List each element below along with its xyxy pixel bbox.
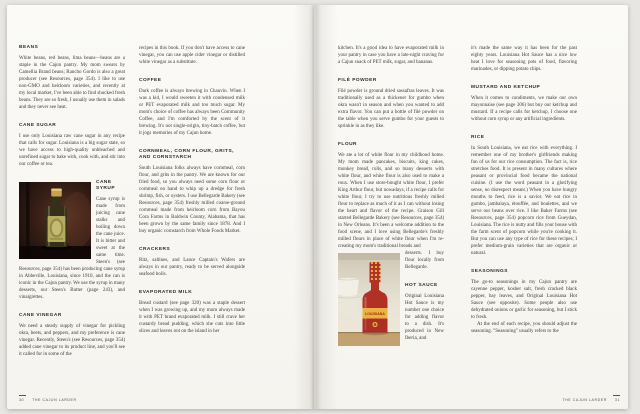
page-number: 31 <box>614 398 620 402</box>
body-paragraph: At the end of each recipe, you should adjust the seasoning. "Seasoning" usually refers to the <box>471 322 577 334</box>
label-oval-inner <box>52 221 62 235</box>
hot-sauce-photo <box>338 253 400 346</box>
left-page-column-1 <box>19 45 125 358</box>
body-paragraph: desserts. I buy flour locally from Bellegarde. <box>405 251 444 270</box>
section-heading: EVAPORATED MILK <box>139 290 193 295</box>
footer-right <box>562 395 620 403</box>
cane-syrup-photo <box>19 182 91 259</box>
body-paragraph: South Louisiana folks always have cornmeal, corn flour, and grits in the pantry. We are known for our fried food, so you always need some corn flour or cornmeal on hand to whip up a dredge for fresh shrimp, fish, or oysters. I use Bellegarde Bakery (see Resources, page 354) freshly milled coarse-ground cornmeal made from heirloom corn from Bayou Cora Farms in Baldwin County, Alabama, that has been grown by the same family since 1878. And I buy organic cornstarch from Whole Foods Market. <box>139 166 245 234</box>
page-number: 30 <box>19 398 25 402</box>
section-heading: CANE VINEGAR <box>19 313 62 318</box>
section-heading: HOT SAUCE <box>405 283 438 288</box>
body-paragraph: kitchen. It's a good idea to have evaporated milk in your pantry in case you have a late-night craving for a Cajun snack of PET milk, sugar, and bananas. <box>338 46 444 65</box>
section-heading: COFFEE <box>139 78 162 83</box>
section-heading: CANE SUGAR <box>19 123 57 128</box>
page-right <box>314 5 628 409</box>
footer-left <box>19 395 77 403</box>
footer-rule <box>19 395 26 396</box>
section-heading: BEANS <box>19 45 39 50</box>
section-heading: SEASONINGS <box>471 269 508 274</box>
body-paragraph: We ate a lot of white flour in my childhood home. My mom made pancakes, biscuits, king cakes, monkey bread, rolls, and so many desserts with white flour, and white flour is also used to make a roux. When I use store-bought white flour, I prefer King Arthur flour, but nowadays, if a recipe calls for white flour, I try to use nutritious freshly milled flour to replace as much of it as I can without losing the heart and flavor of the recipe. Graison Gill started Bellegarde Bakery (see Resources, page 354) in New Orleans. It's been a welcome addition to the food scene, and I love using Bellegarde's freshly milled flours in place of white flour when I'm re-creating my mom's traditional breads and <box>338 153 444 249</box>
stacked-bowl <box>338 278 359 296</box>
body-paragraph: Cane syrup is made from juicing cane stalks and boiling down the cane juice. It is bitter and sweet at the same time. Steen's (see Resources, page 354) has been producing cane syrup in Abbeville, Louisiana, since 1910, and the can is iconic in the Cajun pantry. We use the syrup in many desserts, our Steen's Butter (page 243), and vinaigrettes. <box>19 197 125 300</box>
section-heading: CORNMEAL, CORN FLOUR, GRITS, AND CORNSTARCH <box>139 149 235 160</box>
page-left <box>7 5 314 409</box>
section-heading: CANE SYRUP <box>96 180 116 191</box>
body-paragraph: When it comes to condiments, we make our own mayonnaise (see page 306) but buy our ketchup and mustard. If a recipe calls for ketchup, I choose one without corn syrup or any artificial ingredients. <box>471 96 577 122</box>
body-paragraph: Original Louisiana Hot Sauce is my number one choice for adding flavor to a dish. It's produced in New Iberia, and <box>405 294 444 341</box>
body-paragraph: We need a steady supply of vinegar for pickling okra, beets, and peppers, and my preference is cane vinegar. Recently, Steen's (see Resources, page 354) added cane vinegar to its product line, and you'll see it called for in some of the <box>19 324 125 357</box>
label-text: LOUISIANA <box>365 312 385 316</box>
section-heading: FLOUR <box>338 142 358 147</box>
bottle-cap-top <box>51 189 62 191</box>
polka-dot-cap-wrap <box>370 262 381 283</box>
section-heading: MUSTARD AND KETCHUP <box>471 85 541 90</box>
running-title: THE CAJUN LARDER <box>562 398 607 402</box>
section-heading: RICE <box>471 135 485 140</box>
body-paragraph: it's made the same way it has been for the past eighty years. Louisiana Hot Sauce has a nice low heat I love for seasoning pots of food, flavoring marinades, or dipping potato chips. <box>471 46 577 72</box>
label-emblem-center <box>374 323 377 326</box>
body-paragraph: Ritz, saltines, and Lance Captain's Wafers are always in our pantry, ready to be served alongside seafood boils. <box>139 258 245 277</box>
body-paragraph: Bread custard (see page 320) was a staple dessert when I was growing up, and my mom always made it with PET brand evaporated milk. I still crave her custardy bread pudding, which she cuts into little slices and leaves out on the island in her <box>139 301 245 334</box>
label-text-line <box>50 239 63 240</box>
right-page-column-1 <box>338 45 444 350</box>
footer-rule <box>613 395 620 396</box>
stacked-bowl <box>338 296 360 317</box>
section-heading: FILÉ POWDER <box>338 78 377 83</box>
running-title: THE CAJUN LARDER <box>32 398 77 402</box>
body-paragraph: recipes in this book. If you don't have access to cane vinegar, you can use apple cider vinegar or distilled white vinegar as a substitute. <box>139 46 245 65</box>
body-paragraph: White beans, red beans, lima beans—beans are a staple in the Cajun pantry. My mom swears by Camellia Brand beans; Rancho Gordo is also a great producer (see Resources, page 354). I like to use non-GMO and heirloom varieties, and recently at my local market, I've been able to find shucked fresh beans. They are so fresh, I usually use them in salads and they never see heat. <box>19 56 125 110</box>
body-paragraph: Filé powder is ground dried sassafras leaves. It was traditionally used as a thickener for gumbo when okra wasn't in season and when you wanted to add extra flavor. You can put a bottle of filé powder on the table when you serve gumbo for your guests to sprinkle in as they like. <box>338 89 444 129</box>
cabinet-shadow <box>338 253 400 260</box>
cane-syrup-photo-art <box>19 182 91 259</box>
hot-sauce-photo-art <box>338 253 400 346</box>
body-paragraph: In South Louisiana, we eat rice with everything. I remember one of my brother's girlfriends making fun of us for our rice consumption. The fact is, rice stretches food. It is present in many cultures where peasant or provincial food became the national cuisine. (I use the word peasant in a glorifying sense, no disrespect meant.) When you have hungry mouths to feed, rice is a savior. We eat rice in gumbo, jambalaya, étouffée, and boulettes, and we serve our beans over rice. I like Baker Farms (see Resources, page 354) popcorn rice from Gueydan, Louisiana. The rice is nutty and fills your house with the farm scent of popcorn while you're cooking it. But you can use any type of rice for these recipes; I prefer medium-grain varieties that are organic or natural. <box>471 146 577 256</box>
right-page-column-2 <box>471 45 577 335</box>
body-paragraph: The go-to seasonings in my Cajun pantry are cayenne pepper, kosher salt, fresh cracked black pepper, bay leaves, and Original Louisiana Hot Sauce (see opposite). Some people also use dehydrated onions or garlic for seasoning, but I stick to fresh. <box>471 280 577 320</box>
body-paragraph: I use only Louisiana raw cane sugar in any recipe that calls for sugar. Louisiana is a big sugar state, so we have access to high-quality unbleached and unrefined sugar to bake with, cook with, and stir into our coffee or tea. <box>19 134 125 167</box>
left-page-column-2 <box>139 45 245 335</box>
section-heading: CRACKERS <box>139 247 171 252</box>
body-paragraph: Dark coffee is always brewing in Chauvin. When I was a kid, I would sweeten it with condensed milk or PET evaporated milk and too much sugar. My mom's choice of coffee has always been Community Coffee, and I'm comforted by the scent of it brewing. It's not single-origin, tiny-batch coffee, but it jogs memories of my Cajun home. <box>139 89 245 136</box>
